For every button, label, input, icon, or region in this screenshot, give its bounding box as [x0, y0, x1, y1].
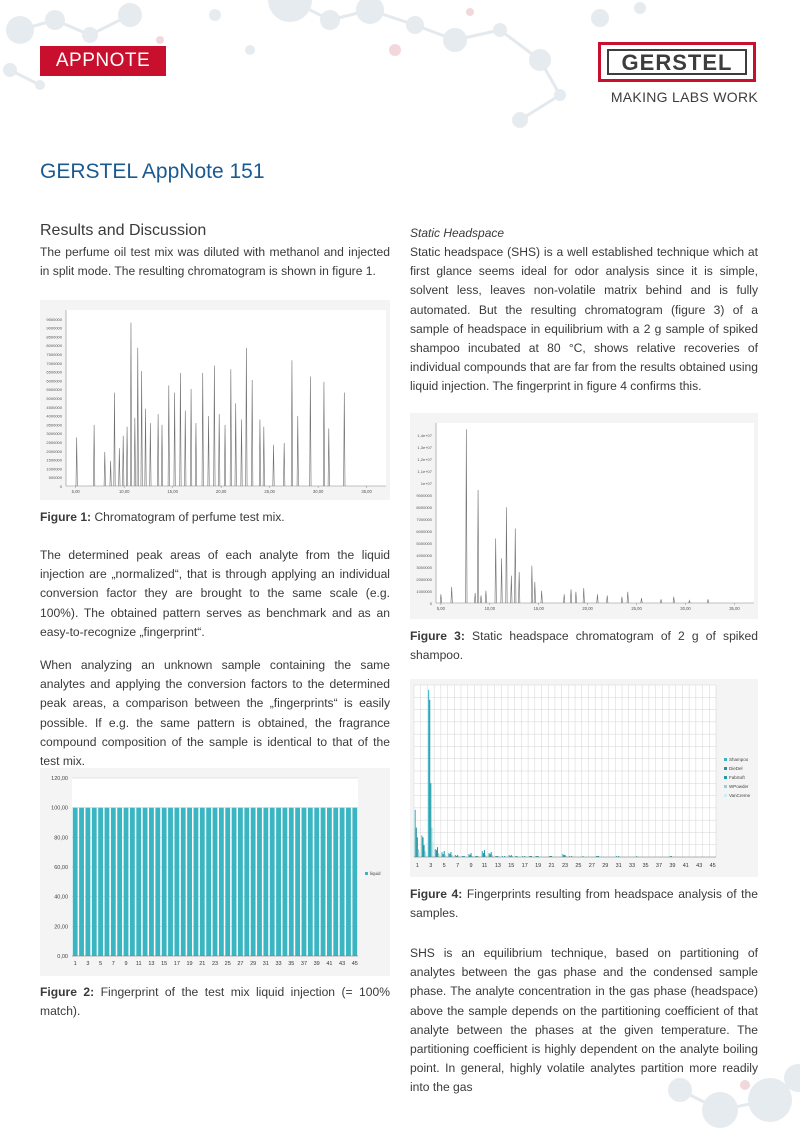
- y-tick-label: 6000000: [46, 378, 62, 384]
- bar: [200, 808, 205, 956]
- x-tick-label: 25: [575, 863, 582, 869]
- bar: [79, 808, 84, 956]
- x-tick-label: 45: [351, 961, 358, 967]
- figure-4-caption-label: Figure 4:: [410, 887, 463, 901]
- figure-2: [40, 768, 390, 976]
- bar: [429, 700, 430, 857]
- x-tick-label: 5: [99, 961, 103, 967]
- x-tick-label: 15,00: [533, 606, 544, 611]
- x-tick-label: 13: [494, 863, 501, 869]
- x-tick-label: 7: [456, 863, 460, 869]
- legend-label: FabSoft: [729, 775, 745, 780]
- y-tick-label: 4000000: [46, 413, 62, 419]
- figure-3: [410, 413, 758, 619]
- bar: [491, 852, 492, 857]
- x-tick-label: 15: [161, 961, 168, 967]
- x-tick-label: 45: [709, 863, 716, 869]
- x-tick-label: 11: [481, 863, 488, 869]
- y-tick-label: 5000000: [416, 541, 432, 546]
- bar: [448, 853, 449, 857]
- bar: [263, 808, 268, 956]
- bar: [92, 808, 97, 956]
- bar: [225, 808, 230, 956]
- y-tick-label: 3000000: [416, 565, 432, 570]
- bar: [421, 835, 422, 857]
- bar: [468, 854, 469, 857]
- bar: [352, 808, 357, 956]
- bar: [194, 808, 199, 956]
- figure-4-chart: [410, 679, 758, 877]
- x-tick-label: 10,00: [484, 606, 496, 611]
- y-tick-label: 1000000: [416, 589, 432, 594]
- bar: [327, 808, 332, 956]
- x-tick-label: 10,00: [118, 489, 130, 494]
- bar: [437, 847, 438, 857]
- y-tick-label: 8000000: [46, 343, 62, 349]
- bar: [124, 808, 129, 956]
- x-tick-label: 5,00: [436, 606, 445, 611]
- y-tick-label: 1,1e+07: [417, 469, 432, 474]
- x-tick-label: 43: [339, 961, 346, 967]
- bar: [442, 852, 443, 857]
- legend-swatch: [724, 758, 727, 761]
- x-tick-label: 19: [186, 961, 193, 967]
- bar: [417, 837, 418, 857]
- x-tick-label: 25,00: [631, 606, 642, 611]
- bar: [98, 808, 103, 956]
- x-tick-label: 39: [669, 863, 676, 869]
- bar: [484, 850, 485, 857]
- y-tick-label: 2000000: [416, 577, 432, 582]
- x-tick-label: 5,00: [71, 489, 80, 494]
- x-tick-label: 29: [602, 863, 609, 869]
- x-tick-label: 23: [211, 961, 219, 967]
- bar: [418, 849, 419, 857]
- bar: [302, 808, 307, 956]
- figure-2-caption-text: Fingerprint of the test mix liquid injection (= 100% match).: [40, 985, 390, 1019]
- x-tick-label: 5: [442, 863, 446, 869]
- bar: [428, 690, 429, 857]
- bar: [276, 808, 281, 956]
- legend-swatch: [724, 776, 727, 779]
- figure-4-caption: [410, 885, 758, 923]
- legend-label: VanCreme: [729, 793, 751, 798]
- left-paragraph-2: The determined peak areas of each analyte from the liquid injection are „normalized“, that is through applying an individual conversion factor they are brought to the same scale (e.g. 100%). The obtained pattern serves as benchmark and as an easy-to-recognize „fingerprint“.: [40, 548, 390, 639]
- x-tick-label: 21: [548, 863, 555, 869]
- y-tick-label: 6500000: [46, 369, 62, 375]
- bar: [416, 828, 417, 857]
- figure-4-caption-text: Fingerprints resulting from headspace analysis of the samples.: [410, 887, 758, 921]
- left-paragraph-3: When analyzing an unknown sample containing the same analytes and applying the conversion factors to the determined peak areas, a comparison between the „fingerprints“ is easily possible. If e.g. the same pattern is obtained, the fragrance compound composition of the sample is identical to that of the test mix.: [40, 658, 390, 769]
- bar: [219, 808, 224, 956]
- bar: [143, 808, 148, 956]
- bar: [111, 808, 116, 956]
- bar: [117, 808, 122, 956]
- figure-1: [40, 300, 390, 500]
- legend-swatch: [724, 785, 727, 788]
- bar: [187, 808, 192, 956]
- bar: [483, 853, 484, 857]
- x-tick-label: 1: [73, 961, 77, 967]
- legend-swatch: [724, 794, 727, 797]
- bar: [105, 808, 110, 956]
- bar: [422, 837, 423, 857]
- bar: [251, 808, 256, 956]
- bar: [450, 852, 451, 857]
- x-tick-label: 37: [655, 863, 663, 869]
- legend-label: DieDel: [729, 766, 743, 771]
- x-tick-label: 17: [521, 863, 528, 869]
- bar: [168, 808, 173, 956]
- y-tick-label: 3000000: [46, 431, 62, 437]
- x-tick-label: 25,00: [264, 489, 275, 494]
- y-tick-label: 1,2e+07: [417, 457, 432, 462]
- bar: [432, 842, 433, 857]
- bar: [431, 828, 432, 857]
- y-tick-label: 1,3e+07: [417, 445, 432, 450]
- x-tick-label: 31: [615, 863, 622, 869]
- figure-1-caption: [40, 508, 390, 527]
- y-tick-label: 3500000: [46, 422, 62, 428]
- y-tick-label: 2500000: [46, 440, 62, 445]
- figure-3-caption-label: Figure 3:: [410, 629, 465, 643]
- y-tick-label: 0: [429, 601, 432, 606]
- figure-1-caption-text: Chromatogram of perfume test mix.: [94, 510, 285, 524]
- bar: [130, 808, 135, 956]
- y-tick-label: 9500000: [46, 316, 62, 322]
- x-tick-label: 41: [326, 961, 333, 967]
- y-tick-label: 5500000: [46, 387, 62, 393]
- x-tick-label: 7: [111, 961, 115, 967]
- bar: [238, 808, 243, 956]
- y-tick-label: 7000000: [416, 517, 432, 522]
- legend-label: WPowder: [729, 784, 749, 789]
- x-tick-label: 25: [224, 961, 231, 967]
- figure-3-chart: [410, 413, 758, 619]
- x-tick-label: 30,00: [312, 489, 324, 494]
- x-tick-label: 27: [237, 961, 244, 967]
- bar: [426, 853, 427, 857]
- y-tick-label: 20,00: [54, 924, 68, 931]
- y-tick-label: 0: [59, 484, 62, 489]
- bar: [425, 851, 426, 857]
- y-tick-label: 4000000: [416, 553, 432, 558]
- bar: [257, 808, 262, 956]
- y-tick-label: 9000000: [46, 325, 62, 331]
- bar: [438, 853, 439, 857]
- bar: [415, 810, 416, 857]
- bar: [482, 851, 483, 857]
- bar: [333, 808, 338, 956]
- y-tick-label: 4500000: [46, 404, 62, 410]
- y-tick-label: 2000000: [46, 448, 62, 454]
- legend-label: liquid: [370, 871, 381, 876]
- tagline: MAKING LABS WORK: [610, 89, 758, 105]
- bar: [181, 808, 186, 956]
- x-tick-label: 20,00: [582, 606, 593, 611]
- legend-label: Shampoo: [729, 757, 749, 762]
- bar: [136, 808, 141, 956]
- bar: [443, 854, 444, 857]
- bar: [314, 808, 319, 956]
- figure-2-chart: [40, 768, 390, 976]
- bar: [213, 808, 218, 956]
- y-tick-label: 1e+07: [420, 481, 432, 486]
- bar: [562, 854, 563, 857]
- x-tick-label: 21: [199, 961, 206, 967]
- right-paragraph-2: SHS is an equilibrium technique, based on partitioning of analytes between the gas phase and the condensed sample phase. The analyte concentration in the gas phase (headspace) above the sample depends on the partitioning coefficient of that analyte between the phases at the given temperature. The partitioning coefficient is highly dependent on the analyte boiling point. In general, highly volatile analytes partition more readily into the gas: [410, 946, 758, 1095]
- x-tick-label: 35,00: [729, 606, 740, 611]
- bar: [85, 808, 90, 956]
- bar: [321, 808, 326, 956]
- y-tick-label: 1000000: [46, 466, 62, 472]
- x-tick-label: 33: [629, 863, 636, 869]
- x-tick-label: 20,00: [215, 489, 227, 494]
- x-tick-label: 3: [429, 863, 433, 869]
- bar: [162, 808, 167, 956]
- y-tick-label: 0,00: [57, 954, 68, 960]
- bar: [174, 808, 179, 956]
- bar: [449, 854, 450, 857]
- x-tick-label: 39: [313, 961, 320, 967]
- bar: [73, 808, 78, 956]
- bar: [435, 849, 436, 857]
- bar: [206, 808, 211, 956]
- bar: [244, 808, 249, 956]
- x-tick-label: 31: [262, 961, 269, 967]
- bar: [289, 808, 294, 956]
- bar: [439, 854, 440, 857]
- bar: [430, 783, 431, 857]
- y-tick-label: 40,00: [54, 894, 68, 901]
- bar: [270, 808, 275, 956]
- x-tick-label: 3: [86, 961, 90, 967]
- bar: [444, 851, 445, 857]
- right-paragraph-1: Static headspace (SHS) is a well established technique which at first glance seems ideal for odor analysis since it is simple, solvent less, leaves non-volatile matrix behind and is fully automated. But the resulting chromatogram (figure 3) of a sample of headspace in equilibrium with a 2 g sample of spiked shampoo incubated at 80 °C, shows relative recoveries of individual compounds that are far from the results obtained using liquid injection. The fingerprint in figure 4 confirms this.: [410, 245, 758, 394]
- x-tick-label: 17: [173, 961, 180, 967]
- x-tick-label: 33: [275, 961, 282, 967]
- bar: [488, 853, 489, 857]
- x-tick-label: 1: [415, 863, 419, 869]
- y-tick-label: 6000000: [416, 529, 432, 534]
- x-tick-label: 15,00: [167, 489, 178, 494]
- x-tick-label: 35,00: [361, 489, 372, 494]
- legend-swatch: [365, 872, 368, 875]
- gerstel-logo: [598, 42, 756, 82]
- bar: [282, 808, 287, 956]
- y-tick-label: 1500000: [46, 457, 62, 463]
- bar: [346, 808, 351, 956]
- bar: [155, 808, 160, 956]
- x-tick-label: 23: [561, 863, 569, 869]
- y-tick-label: 8500000: [46, 334, 62, 340]
- y-tick-label: 5000000: [46, 396, 62, 401]
- legend-swatch: [724, 767, 727, 770]
- bar: [490, 854, 491, 857]
- x-tick-label: 35: [642, 863, 649, 869]
- bar: [436, 850, 437, 857]
- x-tick-label: 13: [148, 961, 155, 967]
- x-tick-label: 37: [300, 961, 308, 967]
- y-tick-label: 7000000: [46, 360, 62, 366]
- bar: [295, 808, 300, 956]
- x-tick-label: 15: [508, 863, 515, 869]
- y-tick-label: 1,4e+07: [417, 433, 432, 438]
- x-tick-label: 19: [535, 863, 542, 869]
- x-tick-label: 43: [696, 863, 703, 869]
- bar: [471, 853, 472, 857]
- x-tick-label: 29: [250, 961, 257, 967]
- x-tick-label: 30,00: [680, 606, 691, 611]
- x-tick-label: 9: [469, 863, 473, 869]
- y-tick-label: 100,00: [51, 805, 68, 812]
- x-tick-label: 11: [135, 961, 142, 967]
- sub-heading: Static Headspace: [410, 226, 505, 240]
- figure-1-caption-label: Figure 1:: [40, 510, 92, 524]
- plot-area: [436, 423, 754, 603]
- y-tick-label: 60,00: [54, 865, 68, 871]
- y-tick-label: 8000000: [416, 505, 432, 510]
- bar: [419, 852, 420, 857]
- x-tick-label: 9: [124, 961, 128, 967]
- y-tick-label: 80,00: [54, 835, 68, 842]
- figure-3-caption: [410, 627, 758, 665]
- figure-2-caption-label: Figure 2:: [40, 985, 95, 999]
- figure-4: [410, 679, 758, 877]
- bar: [424, 845, 425, 857]
- logo-text: GERSTEL: [607, 49, 747, 75]
- x-tick-label: 41: [682, 863, 689, 869]
- bar: [308, 808, 313, 956]
- figure-2-caption: [40, 983, 390, 1021]
- y-tick-label: 9000000: [416, 493, 432, 498]
- y-tick-label: 500000: [48, 475, 62, 481]
- y-tick-label: 7500000: [46, 352, 62, 357]
- bar: [340, 808, 345, 956]
- figure-1-chart: [40, 300, 390, 500]
- bar: [232, 808, 237, 956]
- y-tick-label: 120,00: [51, 776, 68, 782]
- bar: [149, 808, 154, 956]
- x-tick-label: 27: [588, 863, 595, 869]
- appnote-tag: APPNOTE: [40, 46, 166, 76]
- section-heading: Results and Discussion: [40, 222, 207, 239]
- figure-3-caption-text: Static headspace chromatogram of 2 g of spiked shampoo.: [410, 629, 758, 663]
- page-title: GERSTEL AppNote 151: [40, 160, 265, 183]
- left-paragraph-1: The perfume oil test mix was diluted with methanol and injected in split mode. The resulting chromatogram is shown in figure 1.: [40, 245, 390, 279]
- x-tick-label: 35: [288, 961, 295, 967]
